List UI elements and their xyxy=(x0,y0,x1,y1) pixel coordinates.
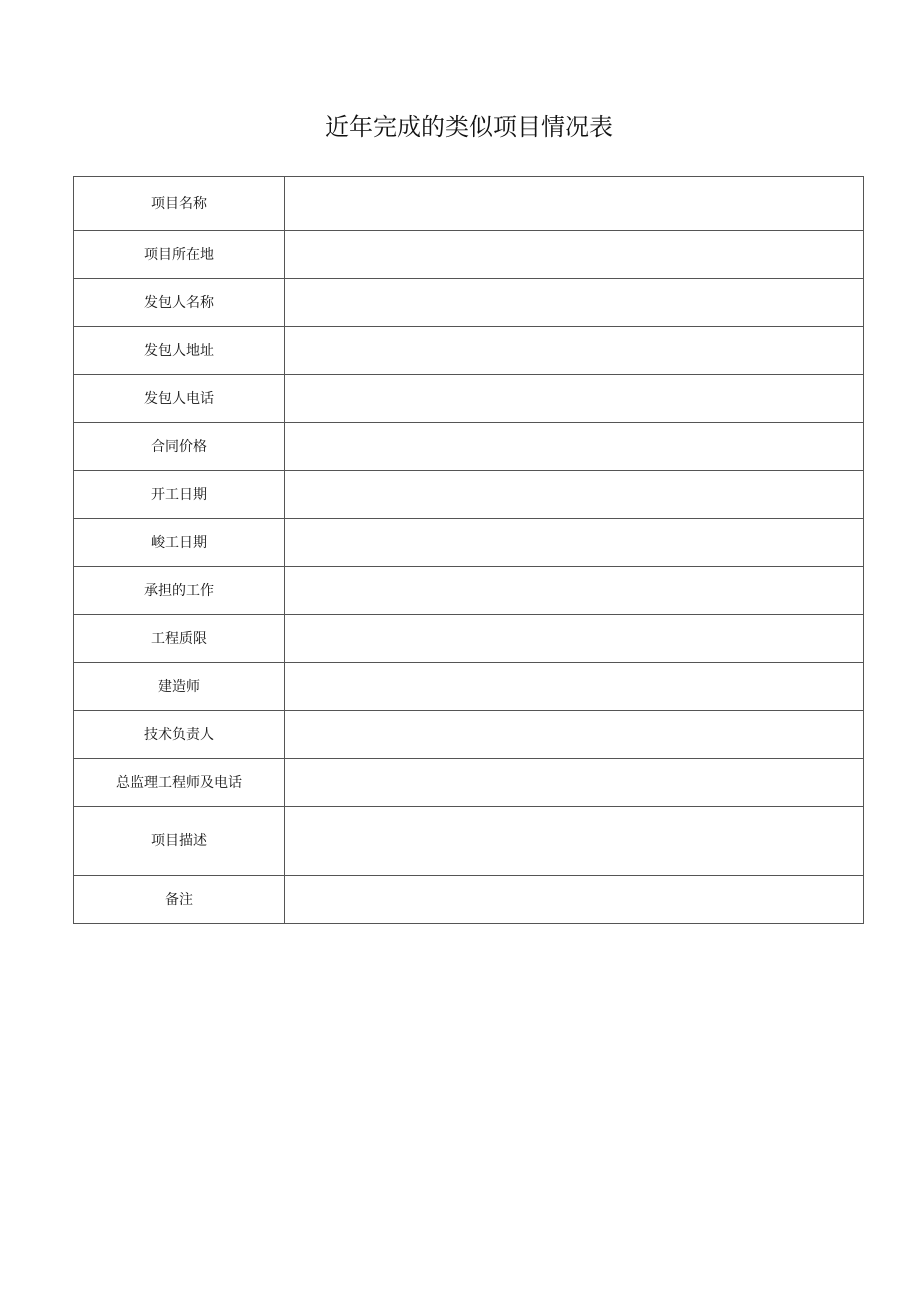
row-label: 项目名称 xyxy=(74,177,285,231)
row-label: 项目描述 xyxy=(74,807,285,876)
row-value-field[interactable] xyxy=(285,231,864,279)
row-value-field[interactable] xyxy=(285,375,864,423)
table-row xyxy=(74,423,864,471)
table-row xyxy=(74,807,864,876)
row-label: 总监理工程师及电话 xyxy=(74,759,285,807)
row-value-field[interactable] xyxy=(285,423,864,471)
row-label: 承担的工作 xyxy=(74,567,285,615)
table-row xyxy=(74,567,864,615)
row-label: 发包人电话 xyxy=(74,375,285,423)
row-value-field[interactable] xyxy=(285,876,864,924)
row-value-field[interactable] xyxy=(285,177,864,231)
row-label: 工程质限 xyxy=(74,615,285,663)
table-row xyxy=(74,615,864,663)
table-row xyxy=(74,177,864,231)
page-title: 近年完成的类似项目情况表 xyxy=(325,113,613,141)
row-value-field[interactable] xyxy=(285,615,864,663)
table-row xyxy=(74,876,864,924)
project-info-table xyxy=(73,176,864,924)
row-value-field[interactable] xyxy=(285,711,864,759)
table-row xyxy=(74,327,864,375)
table-row xyxy=(74,279,864,327)
row-label: 备注 xyxy=(74,876,285,924)
row-value-field[interactable] xyxy=(285,327,864,375)
row-value-field[interactable] xyxy=(285,567,864,615)
table-row xyxy=(74,471,864,519)
row-value-field[interactable] xyxy=(285,279,864,327)
row-value-field[interactable] xyxy=(285,663,864,711)
table-row xyxy=(74,711,864,759)
row-value-field[interactable] xyxy=(285,519,864,567)
table-row xyxy=(74,759,864,807)
row-value-field[interactable] xyxy=(285,807,864,876)
row-value-field[interactable] xyxy=(285,471,864,519)
table-row xyxy=(74,663,864,711)
row-label: 合同价格 xyxy=(74,423,285,471)
table-row xyxy=(74,375,864,423)
row-label: 技术负责人 xyxy=(74,711,285,759)
row-value-field[interactable] xyxy=(285,759,864,807)
row-label: 峻工日期 xyxy=(74,519,285,567)
row-label: 项目所在地 xyxy=(74,231,285,279)
table-row xyxy=(74,519,864,567)
row-label: 建造师 xyxy=(74,663,285,711)
row-label: 发包人地址 xyxy=(74,327,285,375)
row-label: 发包人名称 xyxy=(74,279,285,327)
table-row xyxy=(74,231,864,279)
row-label: 开工日期 xyxy=(74,471,285,519)
